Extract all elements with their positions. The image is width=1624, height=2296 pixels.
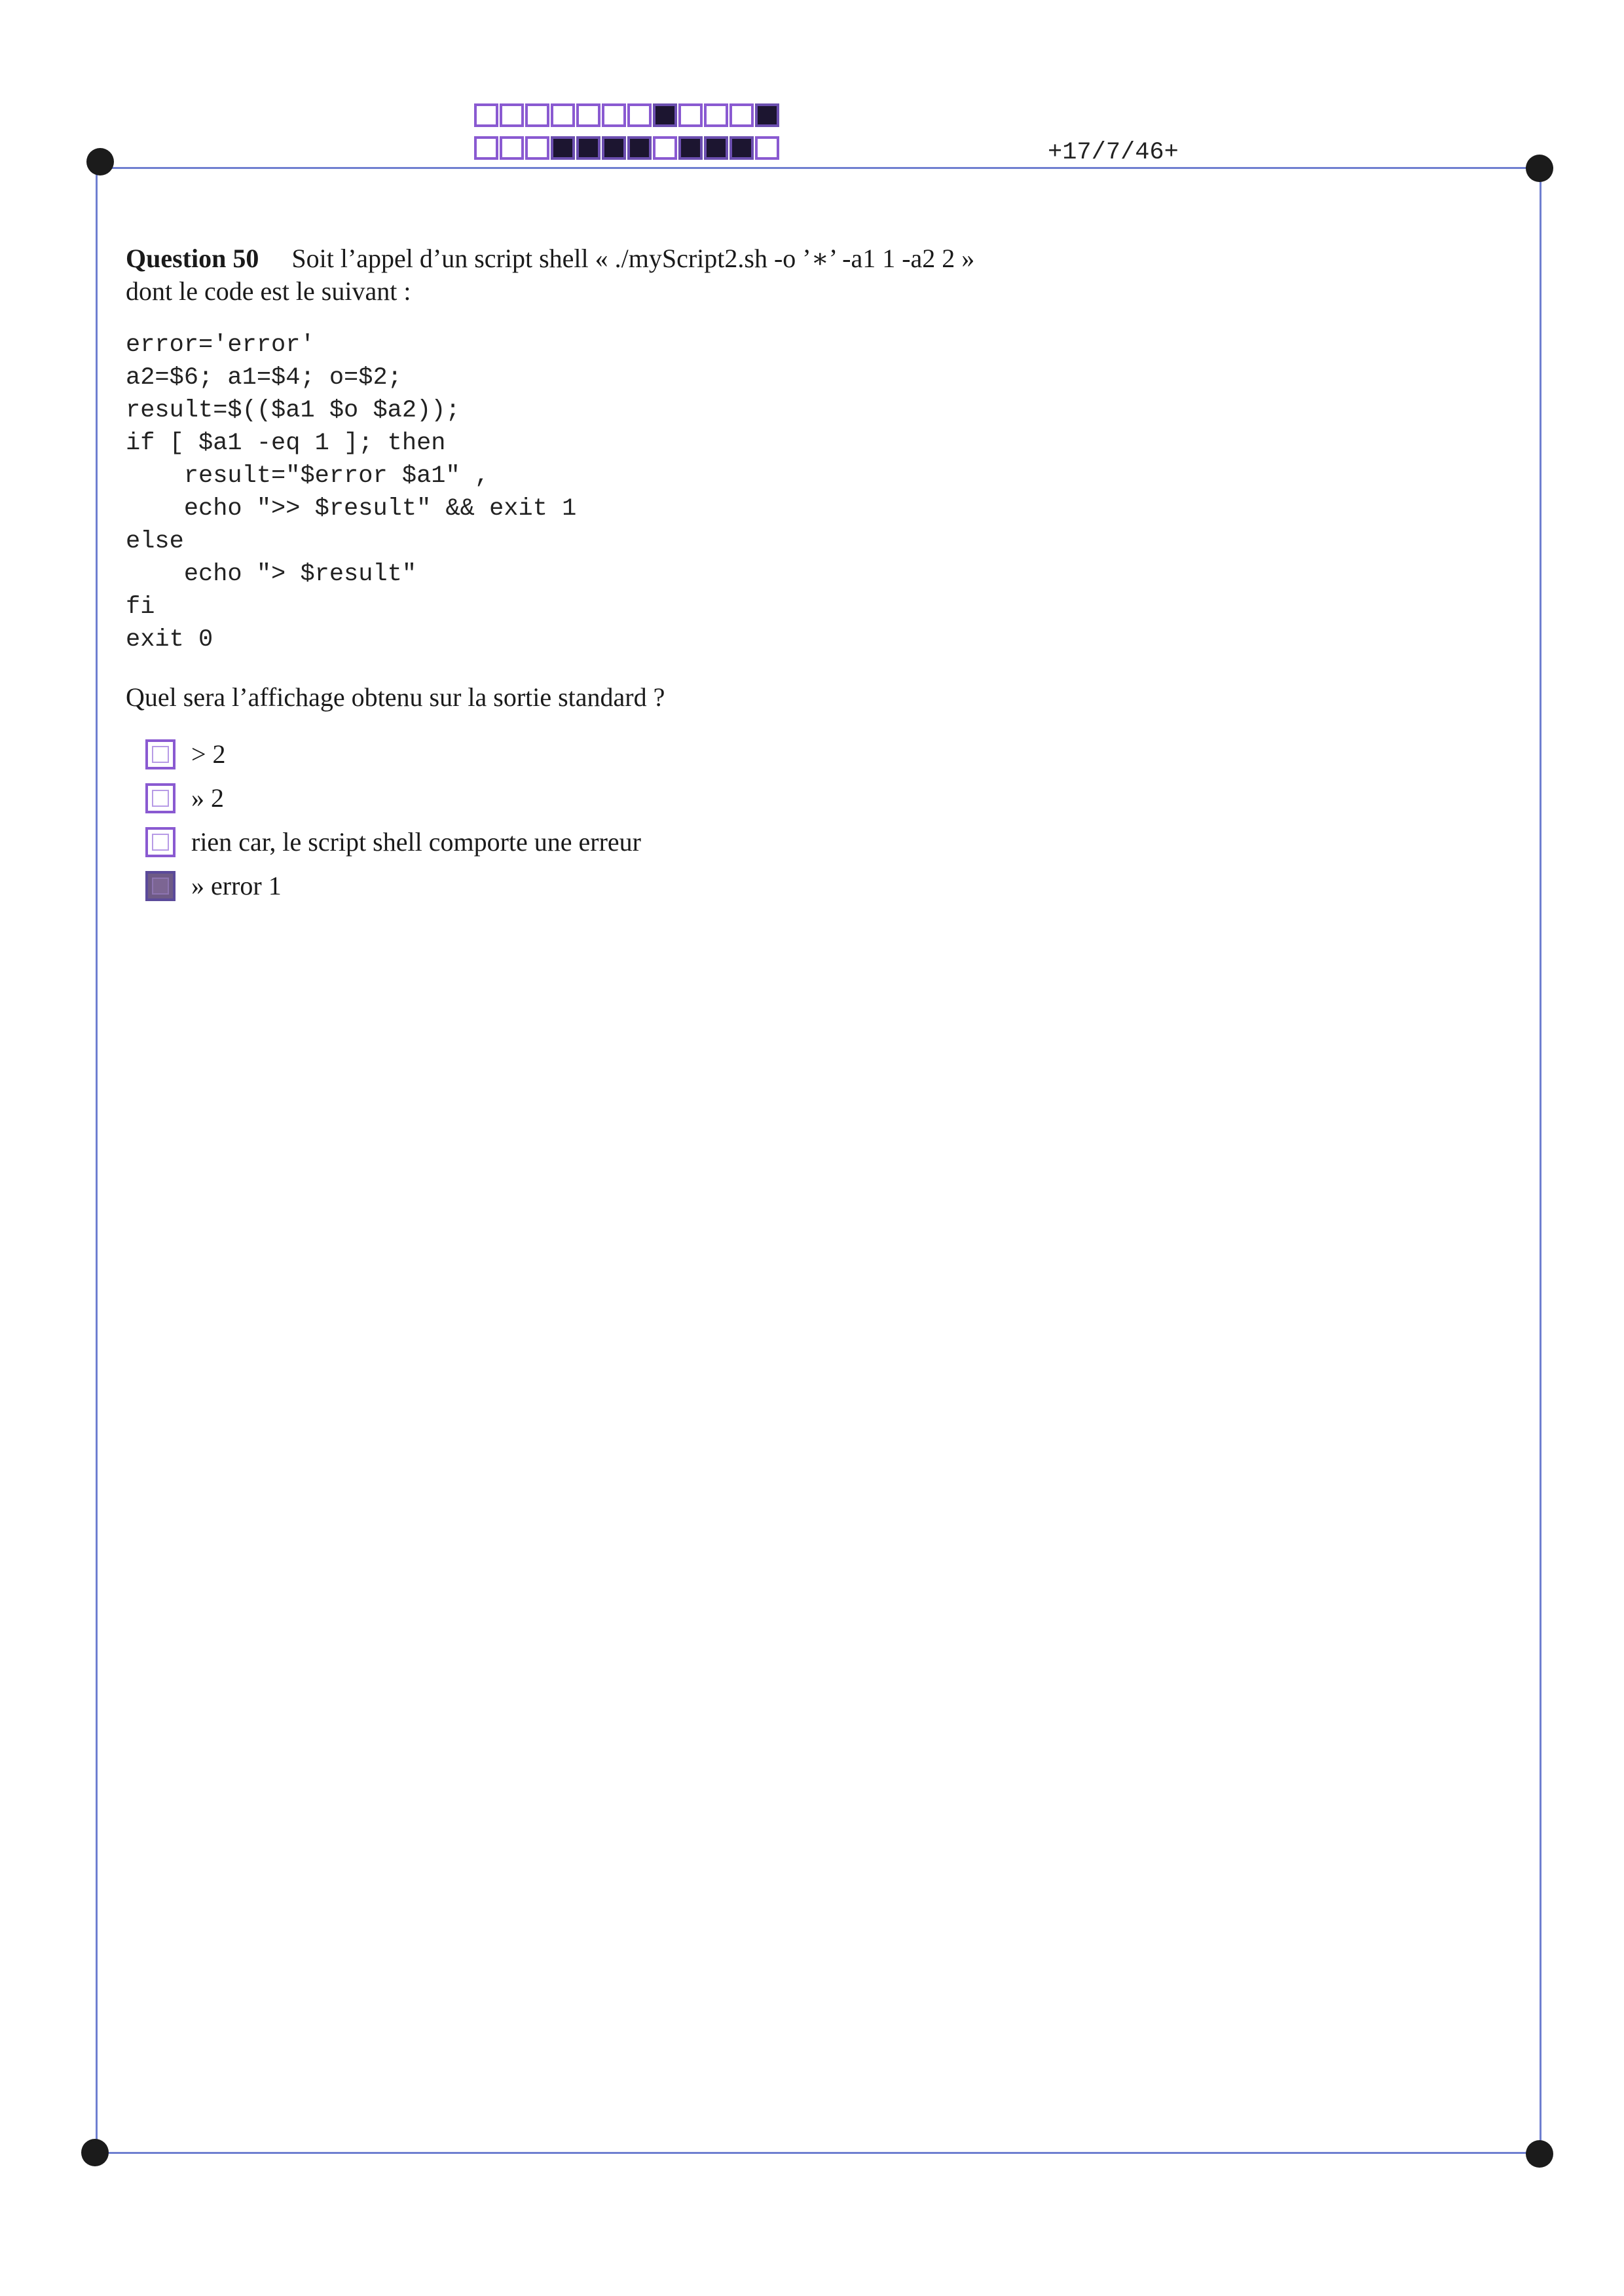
id-code-box bbox=[500, 103, 524, 127]
id-code-box bbox=[729, 103, 754, 127]
frame-left-line bbox=[96, 167, 98, 2154]
id-code-box bbox=[729, 136, 754, 160]
code-block bbox=[126, 329, 576, 656]
choice-2-checkbox[interactable] bbox=[145, 783, 175, 813]
frame-right-line bbox=[1540, 167, 1541, 2154]
choice-1-checkbox[interactable] bbox=[145, 739, 175, 769]
id-code-box bbox=[704, 103, 728, 127]
id-code-box bbox=[755, 103, 779, 127]
id-code-box bbox=[576, 136, 600, 160]
code-line: a2=$6; a1=$4; o=$2; bbox=[126, 364, 402, 392]
id-code-box bbox=[525, 136, 549, 160]
choice-1-label: > 2 bbox=[191, 739, 226, 769]
frame-top-line bbox=[101, 167, 1541, 169]
code-line: error='error' bbox=[126, 331, 315, 359]
id-code-row-2 bbox=[474, 136, 779, 160]
id-code-row-1 bbox=[474, 103, 779, 127]
choice-3-checkbox[interactable] bbox=[145, 827, 175, 857]
choice-4-label: » error 1 bbox=[191, 871, 282, 900]
id-code-box bbox=[704, 136, 728, 160]
code-line: fi bbox=[126, 593, 155, 621]
id-code-box bbox=[678, 136, 703, 160]
id-code-box bbox=[602, 136, 626, 160]
choice-4 bbox=[145, 864, 641, 908]
corner-mark-top-left bbox=[86, 148, 114, 176]
question-line-2: dont le code est le suivant : bbox=[126, 276, 411, 306]
id-code-box bbox=[755, 136, 779, 160]
id-code-box bbox=[627, 136, 652, 160]
id-code-box bbox=[525, 103, 549, 127]
id-code-box bbox=[653, 103, 677, 127]
corner-mark-top-right bbox=[1526, 155, 1553, 182]
frame-bottom-line bbox=[96, 2152, 1541, 2154]
id-code-box bbox=[576, 103, 600, 127]
code-line: result=$(($a1 $o $a2)); bbox=[126, 397, 460, 424]
id-code-box bbox=[500, 136, 524, 160]
question-number: Question 50 bbox=[126, 244, 259, 273]
page-code: +17/7/46+ bbox=[1048, 139, 1179, 166]
code-line: echo ">> $result" && exit 1 bbox=[126, 495, 577, 523]
corner-mark-bottom-right bbox=[1526, 2140, 1553, 2168]
choice-2 bbox=[145, 776, 641, 820]
choice-4-checkbox[interactable] bbox=[145, 871, 175, 901]
code-line: result="$error $a1" , bbox=[126, 462, 490, 490]
id-code-box bbox=[551, 136, 575, 160]
code-line: exit 0 bbox=[126, 626, 213, 654]
code-line: echo "> $result" bbox=[126, 561, 417, 588]
choice-3-label: rien car, le script shell comporte une erreur bbox=[191, 827, 641, 857]
choice-1 bbox=[145, 732, 641, 776]
code-line: if [ $a1 -eq 1 ]; then bbox=[126, 430, 446, 457]
code-line: else bbox=[126, 528, 184, 555]
question-line-1: Soit l’appel d’un script shell « ./myScript2.sh -o ’∗’ -a1 1 -a2 2 » bbox=[291, 244, 975, 273]
id-code-box bbox=[474, 136, 498, 160]
answer-prompt: Quel sera l’affichage obtenu sur la sortie standard ? bbox=[126, 682, 665, 712]
answer-choices bbox=[145, 732, 641, 908]
id-code-box bbox=[602, 103, 626, 127]
id-code-box bbox=[551, 103, 575, 127]
id-code-box bbox=[678, 103, 703, 127]
question-text bbox=[126, 242, 1435, 308]
id-code-box bbox=[474, 103, 498, 127]
id-code-box bbox=[627, 103, 652, 127]
corner-mark-bottom-left bbox=[81, 2139, 109, 2166]
id-code-box bbox=[653, 136, 677, 160]
choice-3 bbox=[145, 820, 641, 864]
choice-2-label: » 2 bbox=[191, 783, 224, 813]
